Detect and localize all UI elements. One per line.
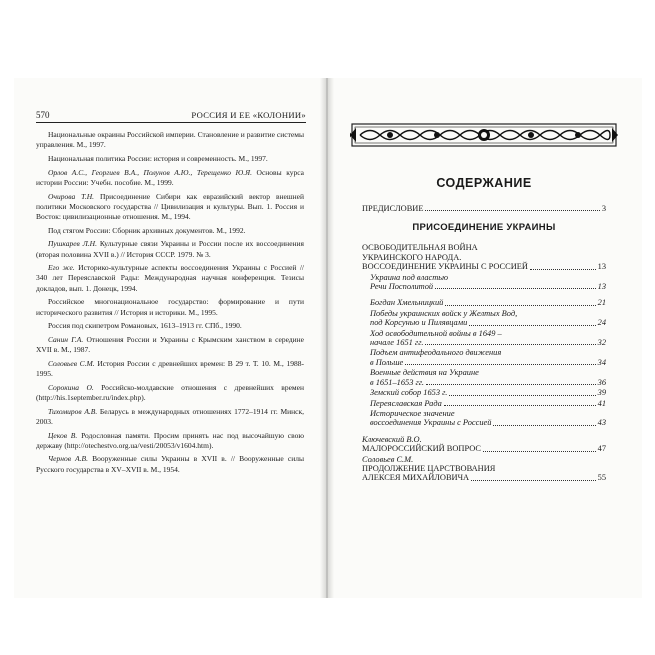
entry-text: Беларусь в международных отношениях 1772–1914 гг. Минск, 2003. (36, 406, 305, 426)
bibliography-entry (36, 263, 304, 294)
toc-entry-line: УКРАИНСКОГО НАРОДА. (362, 252, 462, 262)
book-gutter (320, 78, 334, 598)
entry-author: Цеков В. (48, 430, 78, 440)
entry-text: Отношения России и Украины с Крымским ханством в середине XVII в. М., 1987. (36, 334, 305, 355)
entry-author: Его же. (48, 263, 75, 273)
toc-entry-little-russian-question: МАЛОРОССИЙСКИЙ ВОПРОС 47 (362, 444, 606, 454)
entry-author: Соловьев С.М. (48, 358, 95, 368)
toc-subentry: Переяславская Рада 41 (370, 398, 606, 408)
running-header (36, 110, 306, 123)
bibliography-entry (36, 192, 304, 223)
decorative-ornament-band (350, 118, 618, 152)
entry-text: Историко-культурные аспекты воссоединения Украины с Россией // 340 лет Переяславской Рады: Международная научная конференция. Тезисы докладов, вып. 1. Донецк, 1994. (36, 263, 304, 293)
entry-author: Тихомиров А.В. (48, 406, 98, 416)
entry-text: Российское многонациональное государство: формирование и пути исторического развития // История и историки. М., 1995. (36, 297, 304, 317)
entry-text: Национальная политика России: история и современность. М., 1997. (48, 153, 268, 163)
toc-subentry: в 1651–1653 гг. 36 (370, 377, 606, 387)
toc-subentry-line: Военные действия на Украине (370, 368, 479, 378)
bibliography-entry (36, 407, 304, 427)
bibliography-entry (36, 226, 304, 236)
toc-entry-continuation: АЛЕКСЕЯ МИХАЙЛОВИЧА 55 (362, 473, 606, 483)
bibliography-entry (36, 321, 304, 331)
toc-entry-line: ОСВОБОДИТЕЛЬНАЯ ВОЙНА (362, 243, 478, 253)
page-number: 570 (36, 110, 50, 120)
bibliography-entry (36, 130, 304, 150)
toc-entry-preface: ПРЕДИСЛОВИЕ 3 (362, 204, 606, 213)
toc-subentry: Богдан Хмельницкий 21 (370, 298, 606, 308)
bibliography-entry (36, 383, 304, 403)
toc-subentry: под Корсунью и Пилявцами 24 (370, 318, 606, 328)
bibliography-entry (36, 431, 304, 451)
bibliography-entry (36, 359, 304, 379)
toc-subentry: начале 1651 гг. 32 (370, 338, 606, 348)
section-title: ПРИСОЕДИНЕНИЕ УКРАИНЫ (412, 222, 556, 234)
entry-author: Орлов А.С., Георгиев В.А., Полунов А.Ю., Терещенко Ю.Я. (48, 167, 252, 177)
entry-text: Россия под скипетром Романовых, 1613–1913 гг. СПб., 1990. (48, 321, 242, 331)
toc-entry-reunification: ВОССОЕДИНЕНИЕ УКРАИНЫ С РОССИЕЙ 13 (362, 262, 606, 272)
running-title: РОССИЯ И ЕЕ «КОЛОНИИ» (191, 110, 306, 120)
toc-subentry-line: Историческое значение (370, 408, 455, 418)
entry-author: Чернов А.В. (48, 454, 89, 464)
toc-entry-line: ПРОДОЛЖЕНИЕ ЦАРСТВОВАНИЯ (362, 463, 496, 473)
entry-text: Родословная памяти. Просим принять нас под высочайшую свою державу (http://otechestvo.org.ua/vesti/20053/v1604.htm). (36, 430, 304, 450)
bibliography-entry (36, 168, 304, 188)
toc-heading: СОДЕРЖАНИЕ (436, 176, 532, 190)
toc-subentry-line: Украина под властью (370, 272, 448, 282)
entry-text: Российско-молдавские отношения с древнейших времен (http://his.1september.ru/index.php). (36, 382, 305, 402)
bibliography-entry (36, 297, 304, 317)
entry-text: Национальные окраины Российской империи. Становление и развитие системы управления. М., 1997. (36, 130, 304, 150)
left-page (14, 78, 326, 598)
entry-text: Под стягом России: Сборник архивных документов. М., 1992. (48, 225, 246, 235)
toc-subentry-line: Ход освободительной войны в 1649 – (370, 328, 502, 338)
entry-text: Культурные связи Украины и России после их воссоединения (вторая половина XVII в.) // История СССР. 1979. № 3. (36, 239, 304, 259)
entry-author: Очирова Т.Н. (48, 191, 95, 201)
bibliography-entry (36, 239, 304, 259)
toc-subentry: Речи Посполитой 13 (370, 282, 606, 292)
bibliography-entry (36, 154, 304, 164)
entry-text: Присоединение Сибири как евразийский вектор внешней политики Московского государства // Цивилизация и культуры. Вып. 1. Россия и Восток: цивилизационные отношения. М., 1994. (36, 191, 304, 221)
entry-author: Пушкарев Л.Н. (48, 239, 97, 249)
entry-text: История России с древнейших времен: В 29 т. Т. 10. М., 1988-1995. (36, 358, 304, 379)
toc-subentry: в Польше 34 (370, 357, 606, 367)
toc-subentry: воссоединения Украины с Россией 43 (370, 418, 606, 428)
toc-author: Ключевский В.О. (362, 434, 422, 444)
entry-text: Вооруженные силы Украины в XVII в. // Вооруженные силы Русского государства в XV–XVII в. М., 1954. (36, 454, 304, 474)
toc-subentry: Земский собор 1653 г. 39 (370, 388, 606, 398)
entry-text: Основы курса истории России: Учебн. пособие. М., 1999. (36, 167, 304, 187)
bibliography-entry (36, 454, 304, 474)
book-spread (14, 78, 642, 598)
toc-subentry-line: Подъем антифеодального движения (370, 348, 502, 358)
toc-subentry-line: Победы украинских войск у Желтых Вод, (370, 308, 518, 318)
bibliography-entry (36, 335, 304, 355)
entry-author: Сорокина О. (48, 382, 94, 392)
right-page (326, 78, 642, 598)
bibliography (36, 130, 304, 478)
toc-author: Соловьев С.М. (362, 454, 414, 464)
entry-author: Санин Г.А. (48, 334, 84, 344)
table-of-contents (362, 204, 606, 484)
